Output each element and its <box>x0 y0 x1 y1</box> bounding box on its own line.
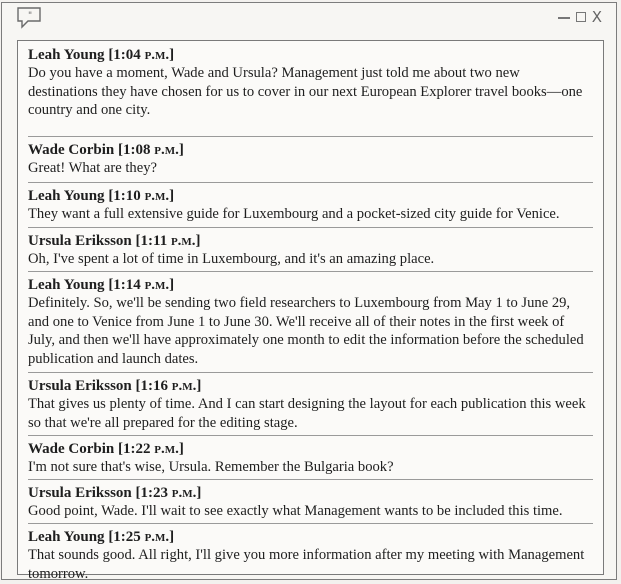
timestamp: [1:22 <box>118 441 151 457</box>
sender-name: Ursula Eriksson <box>28 485 132 501</box>
timestamp: [1:14 <box>108 277 141 293</box>
sender-name: Leah Young <box>28 529 105 545</box>
message-header <box>28 227 593 250</box>
message-text: I'm not sure that's wise, Ursula. Remember the Bulgaria book? <box>28 459 394 475</box>
sender-name: Wade Corbin <box>28 441 115 457</box>
message-header <box>28 479 593 502</box>
sender-name: Ursula Eriksson <box>28 233 132 249</box>
message <box>28 271 593 373</box>
sender-name: Leah Young <box>28 188 105 204</box>
svg-text:": " <box>28 11 33 21</box>
chat-bubble-icon <box>16 6 46 30</box>
timestamp-period: p.m.] <box>171 378 202 394</box>
timestamp-period: p.m.] <box>144 188 175 204</box>
message-text: Great! What are they? <box>28 160 157 176</box>
message <box>28 136 593 183</box>
message-text: Good point, Wade. I'll wait to see exactly what Management wants to be included this time. <box>28 503 563 519</box>
timestamp-period: p.m.] <box>144 47 175 63</box>
window-controls <box>558 8 602 26</box>
minimize-icon[interactable] <box>558 17 570 19</box>
message-text: That sounds good. All right, I'll give you more information after my meeting with Management tomorrow. <box>28 547 585 582</box>
title-bar <box>2 3 616 33</box>
chat-window <box>1 2 617 580</box>
message <box>28 227 593 272</box>
timestamp: [1:08 <box>118 142 151 158</box>
maximize-icon[interactable] <box>576 12 586 22</box>
timestamp-period: p.m.] <box>144 529 175 545</box>
timestamp-period: p.m.] <box>144 277 175 293</box>
timestamp: [1:10 <box>108 188 141 204</box>
message-text: That gives us plenty of time. And I can start designing the layout for each publication this week so that we're all prepared for the editing stage. <box>28 396 586 431</box>
message <box>28 479 593 524</box>
sender-name: Wade Corbin <box>28 142 115 158</box>
message <box>28 41 593 137</box>
message-text: They want a full extensive guide for Luxembourg and a pocket-sized city guide for Venice. <box>28 206 560 222</box>
message-header <box>28 41 593 64</box>
message <box>28 372 593 436</box>
message-header <box>28 136 593 159</box>
message <box>28 182 593 228</box>
timestamp: [1:23 <box>135 485 169 501</box>
message-text: Do you have a moment, Wade and Ursula? Management just told me about two new destinations they have chosen for us to cover in our next European Explorer travel books—one country and one city. <box>28 65 583 118</box>
message-text: Oh, I've spent a lot of time in Luxembourg, and it's an amazing place. <box>28 251 435 267</box>
sender-name: Leah Young <box>28 277 105 293</box>
timestamp: [1:16 <box>135 378 169 394</box>
timestamp: [1:25 <box>108 529 141 545</box>
message <box>28 435 593 480</box>
sender-name: Leah Young <box>28 47 105 63</box>
sender-name: Ursula Eriksson <box>28 378 132 394</box>
message-text: Definitely. So, we'll be sending two field researchers to Luxembourg from May 1 to June 29, and one to Venice from June 1 to June 30. We'll receive all of their notes in the first week of July, and then we'll have approximately one month to edit the information before the scheduled publication and launch dates. <box>28 295 584 367</box>
timestamp-period: p.m.] <box>171 485 202 501</box>
timestamp-period: p.m.] <box>154 142 184 158</box>
message-header <box>28 271 593 294</box>
message-header <box>28 435 593 458</box>
message <box>28 523 593 582</box>
message-header <box>28 523 593 546</box>
message-header <box>28 182 593 205</box>
message-list <box>17 40 604 582</box>
timestamp-period: p.m.] <box>154 441 184 457</box>
timestamp-period: p.m.] <box>170 233 201 249</box>
timestamp: [1:11 <box>135 233 168 249</box>
close-icon[interactable]: X <box>591 8 602 26</box>
timestamp: [1:04 <box>108 47 141 63</box>
message-header <box>28 372 593 395</box>
